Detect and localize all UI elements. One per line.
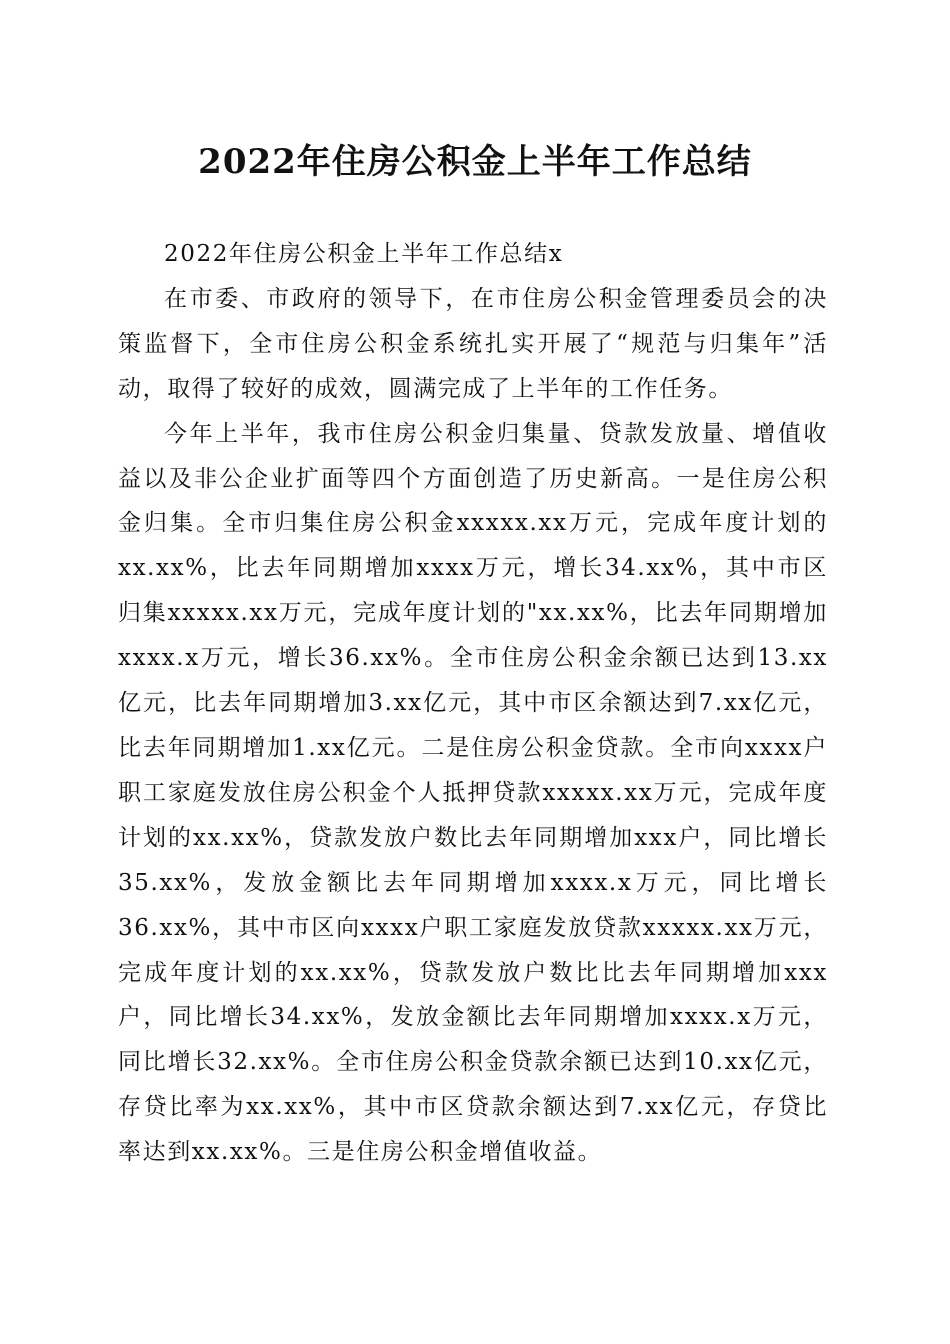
paragraph-achievements: 今年上半年，我市住房公积金归集量、贷款发放量、增值收益以及非公企业扩面等四个方面创造了历史新高。一是住房公积金归集。全市归集住房公积金xxxxx.xx万元，完成年度计划的xx.xx%，比去年同期增加xxxx万元，增长34.xx%，其中市区归集xxxxx.xx万元，完成年度计划的"xx.xx%，比去年同期增加xxxx.x万元，增长36.xx%。全市住房公积金余额已达到13.xx亿元，比去年同期增加3.xx亿元，其中市区余额达到7.xx亿元，比去年同期增加1.xx亿元。二是住房公积金贷款。全市向xxxx户职工家庭发放住房公积金个人抵押贷款xxxxx.xx万元，完成年度计划的xx.xx%，贷款发放户数比去年同期增加xxx户，同比增长35.xx%，发放金额比去年同期增加xxxx.x万元，同比增长36.xx%，其中市区向xxxx户职工家庭发放贷款xxxxx.xx万元，完成年度计划的xx.xx%，贷款发放户数比比去年同期增加xxx户，同比增长34.xx%，发放金额比去年同期增加xxxx.x万元，同比增长32.xx%。全市住房公积金贷款余额已达到10.xx亿元，存贷比率为xx.xx%，其中市区贷款余额达到7.xx亿元，存贷比率达到xx.xx%。三是住房公积金增值收益。 [118, 420, 828, 1166]
document-body [118, 232, 828, 1175]
paragraph-subtitle: 2022年住房公积金上半年工作总结x [164, 241, 564, 267]
document-title: 2022年住房公积金上半年工作总结 [198, 142, 752, 182]
paragraph-intro: 在市委、市政府的领导下，在市住房公积金管理委员会的决策监督下，全市住房公积金系统扎实开展了“规范与归集年”活动，取得了较好的成效，圆满完成了上半年的工作任务。 [118, 285, 828, 402]
